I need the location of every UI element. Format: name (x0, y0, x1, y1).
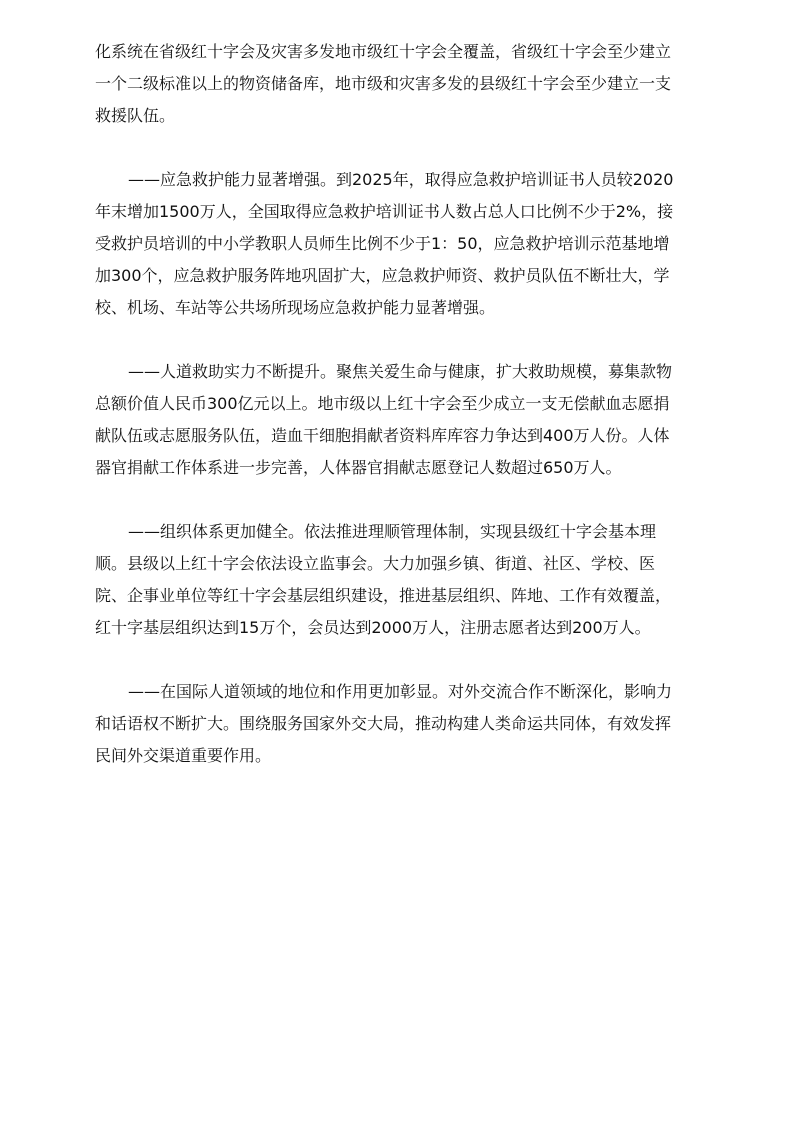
paragraph-line: 总额价值人民币300亿元以上。地市级以上红十字会至少成立一支无偿献血志愿捐 (95, 394, 670, 413)
paragraph-line: 民间外交渠道重要作用。 (95, 746, 272, 765)
document-body (95, 36, 698, 772)
paragraph-line: ——应急救护能力显著增强。到2025年，取得应急救护培训证书人员较2020 (128, 170, 674, 189)
paragraph-line: 化系统在省级红十字会及灾害多发地市级红十字会全覆盖，省级红十字会至少建立 (95, 42, 672, 61)
paragraph-line: 年末增加1500万人，全国取得应急救护培训证书人数占总人口比例不少于2%，接 (95, 202, 674, 221)
paragraph-gap (95, 484, 698, 516)
paragraph-line: 院、企事业单位等红十字会基层组织建设，推进基层组织、阵地、工作有效覆盖， (95, 586, 672, 605)
paragraph-line: 加300个，应急救护服务阵地巩固扩大，应急救护师资、救护员队伍不断壮大，学 (95, 266, 670, 285)
paragraph-gap (95, 644, 698, 676)
paragraph-line: 一个二级标准以上的物资储备库，地市级和灾害多发的县级红十字会至少建立一支 (95, 74, 672, 93)
paragraph-gap (95, 132, 698, 164)
paragraph-line: 器官捐献工作体系进一步完善，人体器官捐献志愿登记人数超过650万人。 (95, 458, 622, 477)
paragraph-gap (95, 324, 698, 356)
paragraph-line: ——在国际人道领域的地位和作用更加彰显。对外交流合作不断深化，影响力 (128, 682, 673, 701)
paragraph-line: 顺。县级以上红十字会依法设立监事会。大力加强乡镇、街道、社区、学校、医 (95, 554, 656, 573)
paragraph-line: 救援队伍。 (95, 106, 176, 125)
paragraph-line: 校、机场、车站等公共场所现场应急救护能力显著增强。 (95, 298, 496, 317)
paragraph-line: ——人道救助实力不断提升。聚焦关爱生命与健康，扩大救助规模，募集款物 (128, 362, 673, 381)
paragraph-line: ——组织体系更加健全。依法推进理顺管理体制，实现县级红十字会基本理 (128, 522, 657, 541)
paragraph-line: 红十字基层组织达到15万个，会员达到2000万人，注册志愿者达到200万人。 (95, 618, 651, 637)
paragraph-line: 受救护员培训的中小学教职人员师生比例不少于1：50，应急救护培训示范基地增 (95, 234, 670, 253)
paragraph-line: 和话语权不断扩大。围绕服务国家外交大局，推动构建人类命运共同体，有效发挥 (95, 714, 672, 733)
paragraph-line: 献队伍或志愿服务队伍，造血干细胞捐献者资料库库容力争达到400万人份。人体 (95, 426, 670, 445)
